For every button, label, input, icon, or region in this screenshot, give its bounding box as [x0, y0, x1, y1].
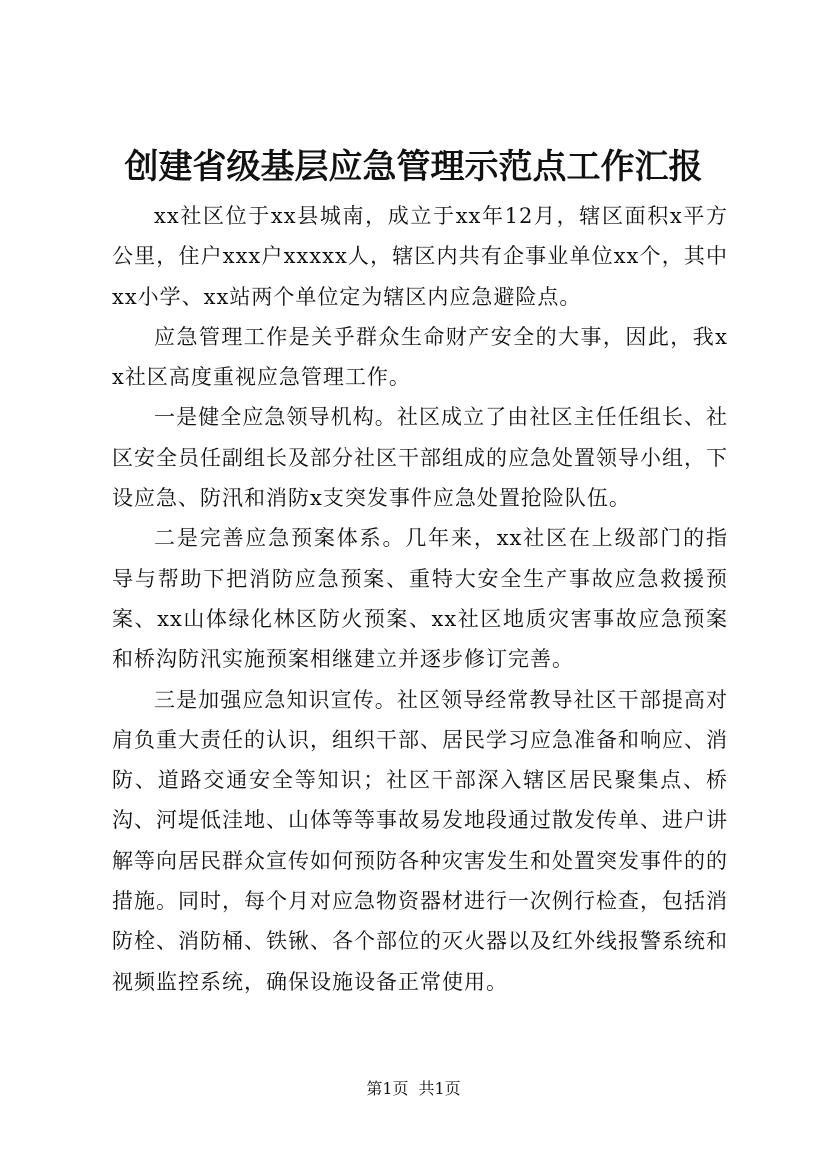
document-body: [112, 196, 728, 1002]
paragraph-leadership: 一是健全应急领导机构。社区成立了由社区主任任组长、社区安全员任副组长及部分社区干部组成的应急处置领导小组，下设应急、防汛和消防x支突发事件应急处置抢险队伍。: [112, 405, 728, 511]
paragraph-publicity: 三是加强应急知识宣传。社区领导经常教导社区干部提高对肩负重大责任的认识，组织干部、居民学习应急准备和响应、消防、道路交通安全等知识；社区干部深入辖区居民聚集点、桥沟、河堤低洼地、山体等等事故易发地段通过散发传单、进户讲解等向居民群众宣传如何预防各种灾害发生和处置突发事件的的措施。同时，每个月对应急物资器材进行一次例行检查，包括消防栓、消防桶、铁锹、各个部位的灭火器以及红外线报警系统和视频监控系统，确保设施设备正常使用。: [112, 687, 728, 994]
document-title: 创建省级基层应急管理示范点工作汇报: [124, 147, 703, 187]
paragraph-intro: xx社区位于xx县城南，成立于xx年12月，辖区面积x平方公里，住户xxx户xxxxx人，辖区内共有企事业单位xx个，其中xx小学、xx站两个单位定为辖区内应急避险点。: [112, 204, 728, 309]
page-footer: [0, 1078, 827, 1100]
paragraph-plans: 二是完善应急预案体系。几年来，xx社区在上级部门的指导与帮助下把消防应急预案、重特大安全生产事故应急救援预案、xx山体绿化林区防火预案、xx社区地质灾害事故应急预案和桥沟防汛实施预案相继建立并逐步修订完善。: [112, 526, 728, 672]
page-number-total: 共1页: [418, 1079, 461, 1098]
paragraph-importance: 应急管理工作是关乎群众生命财产安全的大事，因此，我xx社区高度重视应急管理工作。: [112, 324, 728, 390]
page-number-current: 第1页: [366, 1079, 409, 1098]
